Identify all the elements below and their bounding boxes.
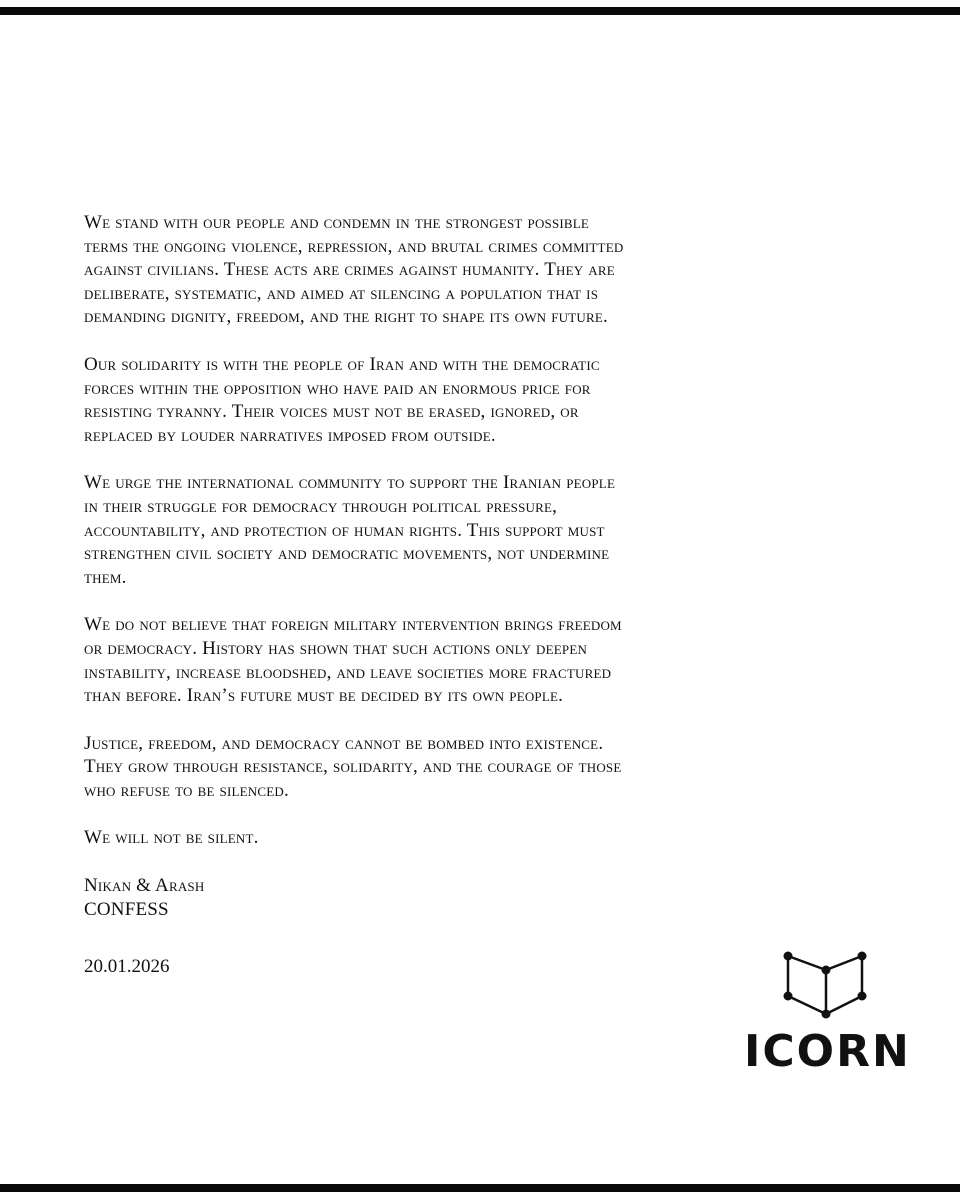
paragraph-2: Our solidarity is with the people of Iran and with the democratic forces within the opposition who have paid an enormous price for resisting tyranny. Their voices must not be erased, ignored, or replaced by louder narratives imposed from outside. (84, 353, 600, 446)
letter-body (84, 211, 884, 921)
paragraph-3: We urge the international community to support the Iranian people in their struggle for democracy through political pressure, accountability, and protection of human rights. This support must strengthen civil society and democratic movements, not undermine them. (84, 472, 616, 588)
top-border (0, 7, 960, 15)
logo-wordmark: ICORN (744, 1026, 911, 1077)
icorn-logo (744, 946, 914, 1086)
bottom-border (0, 1184, 960, 1192)
book-network-icon (782, 946, 870, 1024)
closing-line: We will not be silent. (84, 827, 259, 849)
paragraph-1: We stand with our people and condemn in the strongest possible terms the ongoing violence, repression, and brutal crimes committed against civilians. These acts are crimes against humanity. They are deliberate, systematic, and aimed at silencing a population that is demanding dignity, freedom, and the right to shape its own future. (84, 212, 624, 328)
paragraph-5: Justice, freedom, and democracy cannot be bombed into existence. They grow through resistance, solidarity, and the courage of those who refuse to be silenced. (84, 732, 622, 801)
paragraph-4: We do not believe that foreign military intervention brings freedom or democracy. History has shown that such actions only deepen instability, increase bloodshed, and leave societies more fractured than before. Iran’s future must be decided by its own people. (84, 614, 622, 707)
signature: Nikan & Arash CONFESS (84, 875, 205, 920)
letter-date: 20.01.2026 (84, 956, 170, 977)
